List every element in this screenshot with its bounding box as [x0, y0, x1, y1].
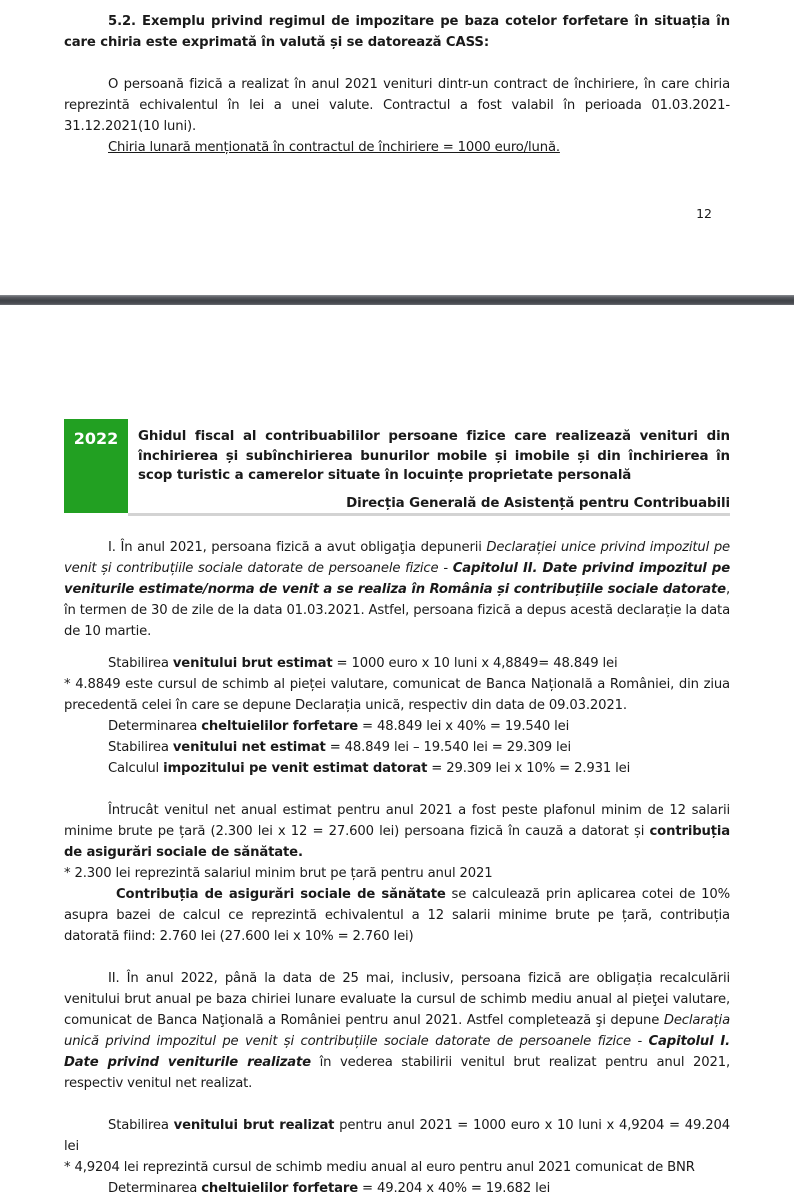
document-page-1	[0, 0, 794, 295]
calc-lead: Stabilirea	[108, 739, 173, 755]
section-two-plain-2: -	[630, 1033, 649, 1049]
section-two-plain-1: II. În anul 2022, până la data de 25 mai, inclusiv, persoana fizică are obligația recalculării venitului brut anual pe baza chiriei lunare evaluate la cursul de schimb mediu anual al pieţei valutare, comunicat de Banca Naţională a României pentru anul 2021. Astfel completează şi depune	[64, 970, 730, 1028]
calc-line	[64, 653, 730, 674]
calc-bold: cheltuielilor forfetare	[201, 1180, 358, 1196]
page-separator-band	[0, 295, 794, 305]
calc-lead: Stabilirea	[108, 655, 173, 671]
calc-rest: = 48.849 lei x 40% = 19.540 lei	[358, 718, 570, 734]
cass-footnote: * 2.300 lei reprezintă salariul minim brut pe țară pentru anul 2021	[64, 865, 493, 881]
masthead-text-block	[128, 419, 730, 513]
calc-line	[64, 1115, 730, 1157]
calculations-one-gap	[64, 779, 730, 800]
page1-body-gap	[64, 158, 730, 206]
page1-top-spacer	[64, 0, 730, 11]
calc-bold: cheltuielilor forfetare	[201, 718, 358, 734]
section-two-gap	[64, 1094, 730, 1115]
calc-lead: * 4,9204 lei reprezintă cursul de schimb mediu anual al euro pentru anul 2021 comunicat de BNR	[64, 1159, 695, 1175]
calc-lead: Determinarea	[108, 718, 202, 734]
calculations-group-one	[64, 653, 730, 779]
calc-line	[64, 758, 730, 779]
guide-title: Ghidul fiscal al contribuabililor persoane fizice care realizează venituri din închirierea și subînchirierea bunurilor mobile și imobile și din închirierea în scop turistic a camerelor situate în locuințe proprietate personală	[138, 429, 730, 483]
cass-paragraph	[64, 800, 730, 863]
cass-explanation	[64, 884, 730, 947]
section-one-lead-plain-3: , în termen de 30 de zile de la data 01.03.2021. Astfel, persoana fizică a depus acestă declarație la data de 10 martie.	[64, 581, 730, 639]
page1-heading-gap	[64, 53, 730, 74]
section-two-plain-3: în vederea stabilirii venitul brut realizat pentru anul 2021, respectiv venitul net realizat.	[64, 1054, 730, 1091]
section-one-lead-plain-2: -	[438, 560, 453, 576]
calc-bold: impozitului pe venit estimat datorat	[163, 760, 428, 776]
calc-line	[64, 1178, 730, 1199]
calc-lead: Calculul	[108, 760, 164, 776]
masthead-row	[64, 419, 730, 513]
calculations-group-two	[64, 1115, 730, 1199]
department-name: Direcția Generală de Asistență pentru Contribuabili	[346, 495, 730, 511]
calc-line	[64, 674, 730, 716]
section-heading-5-2: 5.2. Exemplu privind regimul de impozitare pe baza cotelor forfetare în situația în care chiria este exprimată în valută și se datorează CASS:	[64, 14, 730, 50]
cass-paragraph-plain-1: Întrucât venitul net anual estimat pentru anul 2021 a fost peste plafonul minim de 12 salarii minime brute pe țară (2.300 lei x 12 = 27.600 lei) persoana fizică în cauză a datorat și	[64, 802, 730, 839]
calc-bold: venitului net estimat	[172, 739, 326, 755]
cass-bottom-gap	[64, 947, 730, 968]
page1-underlined-note: Chiria lunară menționată în contractul de închiriere = 1000 euro/lună.	[108, 140, 560, 155]
calc-line	[64, 716, 730, 737]
cass-explanation-plain-1: se calculează prin aplicarea cotei de 10% asupra bazei de calcul ce reprezintă echivalentul a 12 salarii minime brute pe țară, contribuția datorată fiind: 2.760 lei (27.600 lei x 10% = 2.760 lei)	[64, 886, 730, 944]
section-one-lead-italic-1: Declarației unice privind impozitul pe venit și contribuțiile sociale datorate de persoanele fizice	[64, 539, 730, 576]
section-two-bold-italic-1: Capitolul I. Date privind veniturile realizate	[64, 1033, 730, 1070]
cass-explanation-bold-1: Contribuția de asigurări sociale de sănătate	[116, 886, 446, 902]
cass-paragraph-bold-1: contribuția de asigurări sociale de sănătate.	[64, 823, 730, 860]
section-one-gap	[64, 642, 730, 653]
calc-lead: Determinarea	[108, 1180, 202, 1196]
calc-bold: venitului brut realizat	[173, 1117, 335, 1133]
section-one-lead	[64, 537, 730, 642]
page2-masthead	[64, 419, 730, 516]
year-badge: 2022	[64, 419, 128, 513]
section-one-lead-plain-1: I. În anul 2021, persoana fizică a avut obligaţia depunerii	[108, 539, 487, 555]
masthead-bottom-gap	[64, 516, 730, 537]
calc-bold: venitului brut estimat	[172, 655, 333, 671]
section-one-lead-bold-italic: Capitolul II. Date privind impozitul pe veniturile estimate/norma de venit a se realiza în România și contribuțiile sociale datorate	[64, 560, 730, 597]
calc-lead: Stabilirea	[108, 1117, 174, 1133]
page2-top-margin	[64, 305, 730, 419]
calc-rest: = 48.849 lei – 19.540 lei = 29.309 lei	[325, 739, 571, 755]
document-page-2	[0, 305, 794, 1196]
page1-page-number: 12	[696, 206, 712, 221]
section-two-paragraph	[64, 968, 730, 1094]
calc-rest: = 49.204 x 40% = 19.682 lei	[358, 1180, 551, 1196]
calc-rest: = 1000 euro x 10 luni x 4,8849= 48.849 lei	[332, 655, 618, 671]
calc-lead: * 4.8849 este cursul de schimb al pieței valutare, comunicat de Banca Națională a României, din ziua precedentă celei în care se depune Declarația unică, respectiv din data de 09.03.2021.	[64, 676, 730, 713]
calc-line	[64, 1157, 730, 1178]
calc-rest: = 29.309 lei x 10% = 2.931 lei	[427, 760, 631, 776]
section-two-italic-1: Declarația unică privind impozitul pe venit și contribuțiile sociale datorate de persoanele fizice	[64, 1012, 730, 1049]
calc-rest: pentru anul 2021 = 1000 euro x 10 luni x 4,9204 = 49.204 lei	[64, 1117, 730, 1154]
calc-line	[64, 737, 730, 758]
page1-intro-paragraph: O persoană fizică a realizat în anul 2021 venituri dintr-un contract de închiriere, în care chiria reprezintă echivalentul în lei a unei valute. Contractul a fost valabil în perioada 01.03.2021-31.12.2021(10 luni).	[64, 77, 730, 134]
